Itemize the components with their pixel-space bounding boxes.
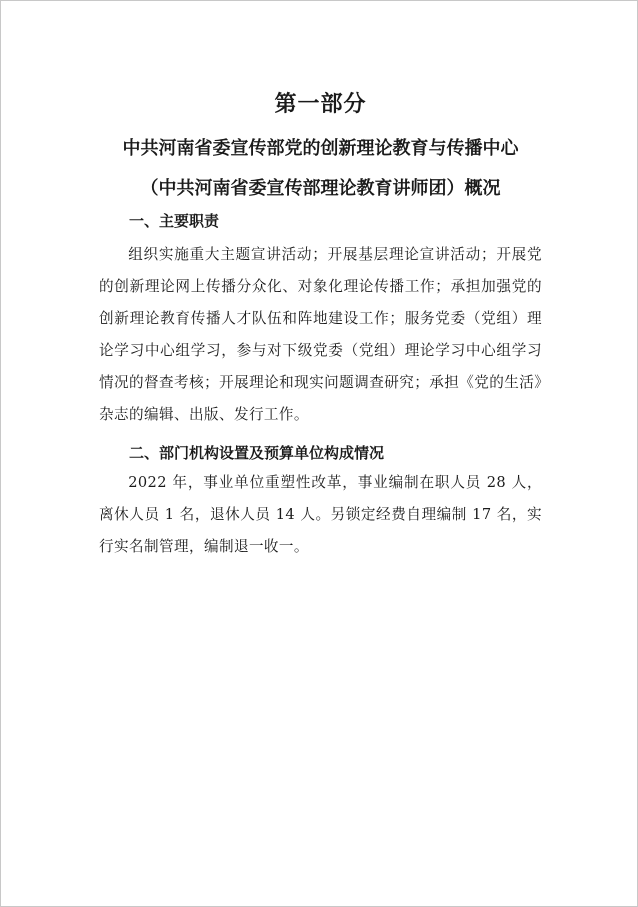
section-heading-organization: 二、部门机构设置及预算单位构成情况 xyxy=(129,444,385,462)
document-subtitle-line2: （中共河南省委宣传部理论教育讲师团）概况 xyxy=(140,178,501,199)
document-subtitle-line1: 中共河南省委宣传部党的创新理论教育与传播中心 xyxy=(122,138,519,159)
section-heading-main-duties: 一、主要职责 xyxy=(129,212,220,230)
section-body-main-duties: 组织实施重大主题宣讲活动；开展基层理论宣讲活动；开展党的创新理论网上传播分众化、对象化理论传播工作；承担加强党的创新理论教育传播人才队伍和阵地建设工作；服务党委（党组）理论学习中心组学习，参与对下级党委（党组）理论学习中心组学习情况的督查考核；开展理论和现实问题调查研究；承担《党的生活》杂志的编辑、出版、发行工作。 xyxy=(99,246,542,423)
page-title: 第一部分 xyxy=(274,91,367,117)
section-body-organization: 2022 年，事业单位重塑性改革，事业编制在职人员 28 人，离休人员 1 名，退休人员 14 人。另锁定经费自理编制 17 名，实行实名制管理，编制退一收一。 xyxy=(99,474,542,555)
document-content xyxy=(99,89,542,563)
